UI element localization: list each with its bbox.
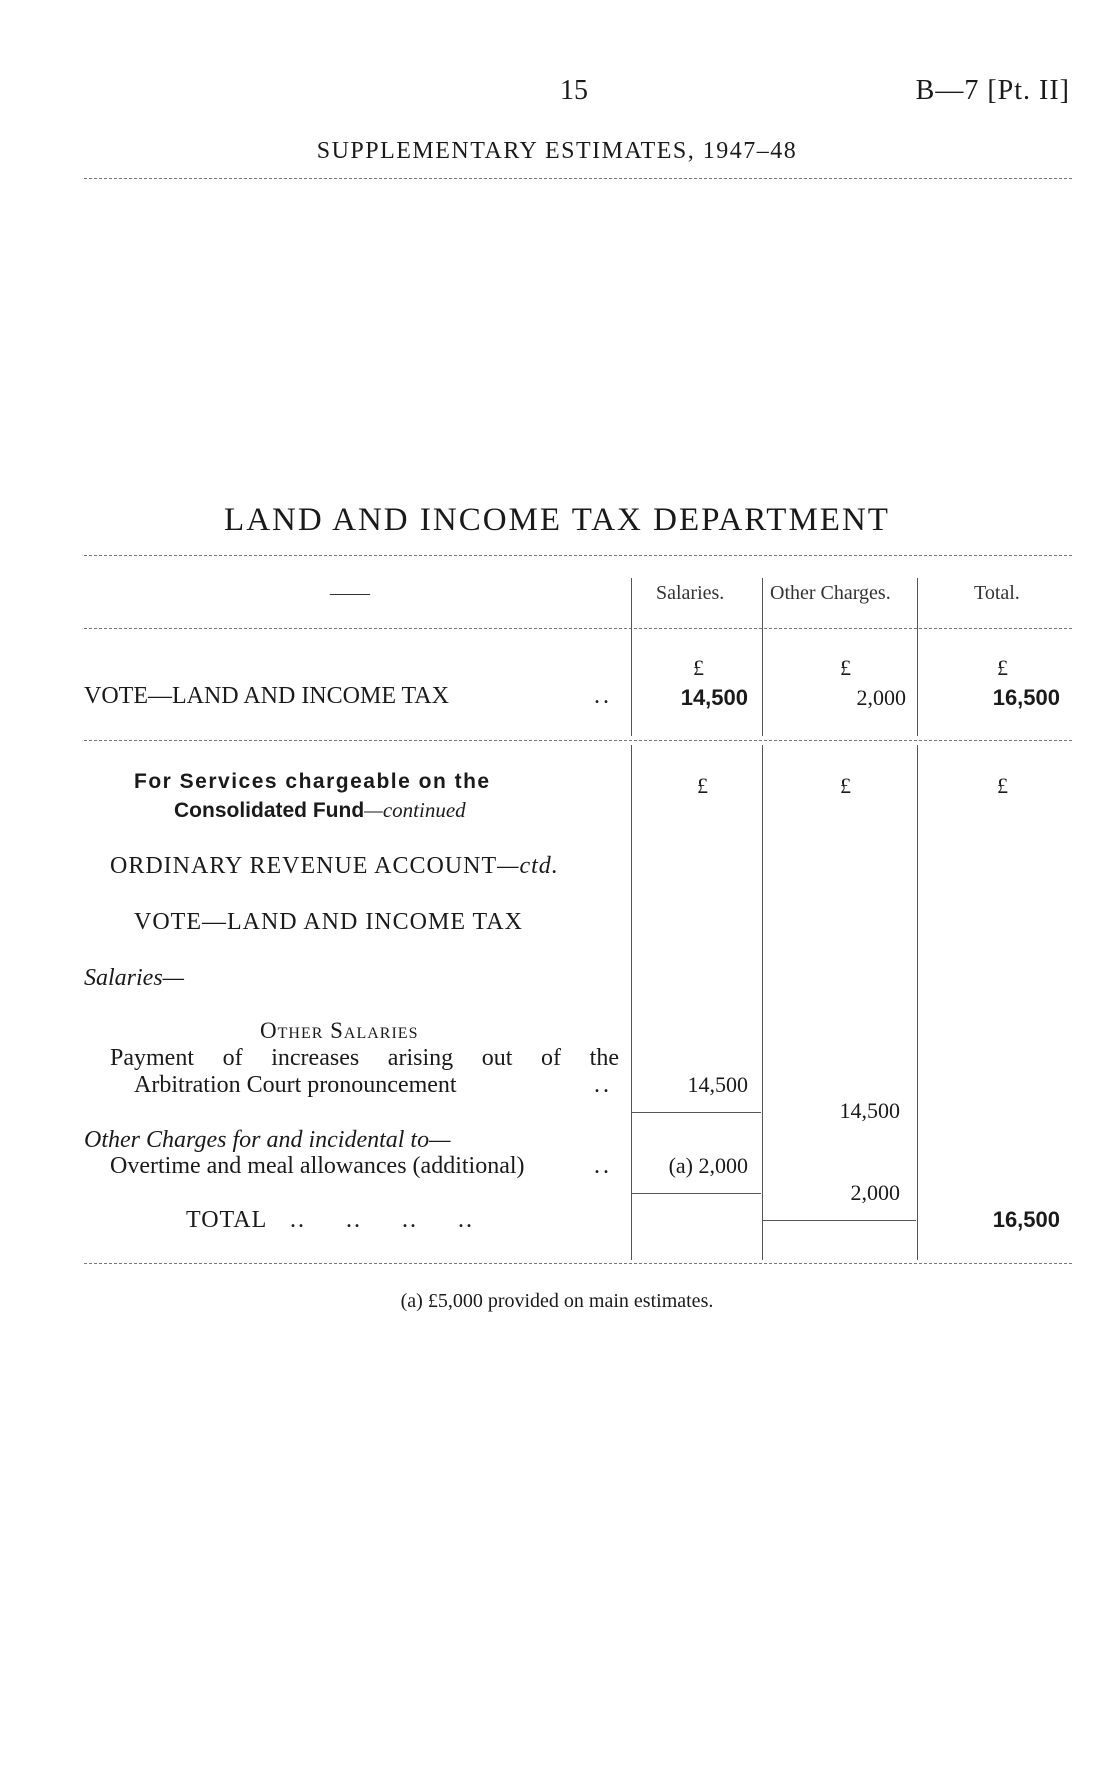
running-head: SUPPLEMENTARY ESTIMATES, 1947–48 bbox=[316, 138, 798, 164]
summary-total-value: 16,500 bbox=[992, 685, 1060, 710]
document-code: B—7 [Pt. II] bbox=[915, 75, 1070, 106]
currency-total: £ bbox=[997, 655, 1008, 680]
salaries-subtotal: 14,500 bbox=[839, 1098, 900, 1123]
services-heading-italic: —continued bbox=[364, 798, 466, 822]
table-bottom-rule bbox=[84, 1263, 1072, 1264]
salaries-subtotal-rule bbox=[632, 1112, 761, 1113]
total-leader: .. .. .. .. bbox=[290, 1207, 474, 1233]
table-top-rule bbox=[84, 555, 1072, 556]
summary-bottom-rule bbox=[84, 740, 1072, 741]
other-charges-heading: Other Charges for and incidental to— bbox=[84, 1127, 451, 1153]
total-label: TOTAL bbox=[186, 1207, 268, 1233]
other-charges-subtotal-rule bbox=[632, 1193, 761, 1194]
detail-divider-total bbox=[917, 745, 918, 1260]
summary-row-leader: .. bbox=[594, 683, 612, 709]
payment-amount: 14,500 bbox=[687, 1072, 748, 1097]
currency-other-charges: £ bbox=[840, 655, 851, 680]
overtime-amount: (a) 2,000 bbox=[668, 1153, 748, 1178]
currency-salaries: £ bbox=[693, 655, 704, 680]
payment-leader: .. bbox=[594, 1072, 612, 1098]
detail-divider-other bbox=[762, 745, 763, 1260]
payment-line-1: Payment of increases arising out of the bbox=[110, 1045, 619, 1071]
account-heading-main: ORDINARY REVENUE ACCOUNT bbox=[110, 853, 498, 879]
table-header-rule bbox=[84, 628, 1072, 629]
summary-row-label: VOTE—LAND AND INCOME TAX bbox=[84, 683, 449, 709]
footnote: (a) £5,000 provided on main estimates. bbox=[400, 1290, 714, 1312]
account-heading-suffix: —ctd. bbox=[497, 853, 559, 879]
other-salaries-heading: Other Salaries bbox=[260, 1018, 419, 1043]
detail-currency-total: £ bbox=[997, 773, 1008, 798]
overtime-line: Overtime and meal allowances (additional) bbox=[110, 1153, 525, 1179]
column-divider-other bbox=[762, 578, 763, 736]
summary-salaries-value: 14,500 bbox=[680, 685, 748, 710]
account-heading bbox=[110, 853, 559, 880]
column-divider-salaries bbox=[631, 578, 632, 736]
other-column-total-rule bbox=[763, 1220, 916, 1221]
detail-currency-salaries: £ bbox=[697, 773, 708, 798]
summary-other-charges-value: 2,000 bbox=[856, 685, 906, 710]
column-divider-total bbox=[917, 578, 918, 736]
services-heading-line1: For Services chargeable on the bbox=[134, 770, 491, 793]
column-header-salaries: Salaries. bbox=[656, 582, 725, 604]
column-header-other-charges: Other Charges. bbox=[770, 582, 891, 604]
salaries-heading: Salaries— bbox=[84, 965, 185, 991]
department-title: LAND AND INCOME TAX DEPARTMENT bbox=[224, 502, 890, 538]
services-heading-line2: Consolidated Fund—continued bbox=[174, 798, 466, 822]
detail-currency-other-charges: £ bbox=[840, 773, 851, 798]
column-header-total: Total. bbox=[974, 582, 1020, 604]
other-charges-subtotal: 2,000 bbox=[850, 1180, 900, 1205]
header-divider bbox=[84, 178, 1072, 179]
grand-total: 16,500 bbox=[992, 1207, 1060, 1232]
vote-title: VOTE—LAND AND INCOME TAX bbox=[134, 909, 523, 935]
payment-line-2: Arbitration Court pronouncement bbox=[134, 1072, 457, 1098]
column-header-blank: —— bbox=[330, 582, 370, 604]
overtime-leader: .. bbox=[594, 1153, 612, 1179]
detail-divider-salaries bbox=[631, 745, 632, 1260]
page-number: 15 bbox=[560, 75, 588, 106]
